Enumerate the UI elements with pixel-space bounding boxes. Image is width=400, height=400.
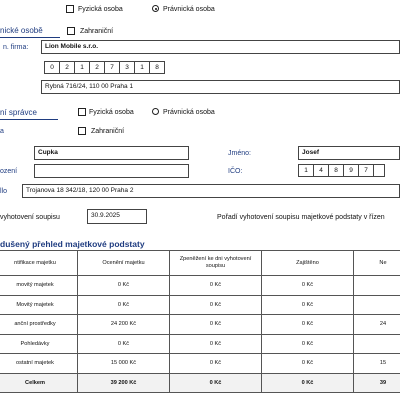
ico-digit: 2 <box>89 61 105 74</box>
table-cell: 0 Kč <box>262 276 354 296</box>
ico-digit <box>373 164 385 177</box>
spravce-zahranicni-label: Zahraniční <box>91 128 125 135</box>
ico-digit: 3 <box>119 61 135 74</box>
spravce-pravnicka-label: Právnická osoba <box>163 109 215 116</box>
table-cell: 39 200 Kč <box>78 373 170 393</box>
bydliste-field[interactable]: Trojanova 18 342/18, 120 00 Praha 2 <box>22 184 400 198</box>
table-total-row <box>0 373 400 393</box>
ico-digit: 9 <box>343 164 359 177</box>
table-cell <box>354 276 400 296</box>
ico-digit: 4 <box>313 164 329 177</box>
spravce-ico-boxes[interactable] <box>298 164 384 177</box>
ico-digit: 7 <box>104 61 120 74</box>
table-cell: 0 Kč <box>262 334 354 354</box>
ico-digit: 7 <box>358 164 374 177</box>
spravce-fyzicka-checkbox[interactable] <box>78 108 86 116</box>
table-cell: 0 Kč <box>262 295 354 315</box>
ico-digit: 1 <box>298 164 314 177</box>
fyzicka-osoba-checkbox[interactable] <box>66 5 74 13</box>
spravce-heading: ní správce <box>0 108 37 117</box>
table-row <box>0 334 400 354</box>
pravnicka-osoba-radio[interactable] <box>152 5 159 12</box>
prehled-majetkove-podstaty-title: dušený přehled majetkové podstaty <box>0 239 145 249</box>
prijmeni-label-fragment: a <box>0 128 4 135</box>
datum-narozeni-label: ození <box>0 168 18 175</box>
jmeno-field[interactable]: Josef <box>298 146 400 160</box>
column-header: Ne <box>354 251 400 276</box>
pravnicka-osoba-label: Právnická osoba <box>163 6 215 13</box>
table-cell: 0 Kč <box>262 354 354 374</box>
obchodni-firma-label: n. firma: <box>3 44 29 51</box>
obchodni-firma-field[interactable]: Lion Mobile s.r.o. <box>41 40 400 54</box>
prijmeni-field[interactable]: Cupka <box>34 146 189 160</box>
table-cell: 0 Kč <box>170 276 262 296</box>
fyzicka-osoba-label: Fyzická osoba <box>78 6 123 13</box>
table-cell: Pohledávky <box>0 334 78 354</box>
table-cell: movitý majetek <box>0 276 78 296</box>
table-cell: Movitý majetek <box>0 295 78 315</box>
prehled-majetku-table <box>0 250 400 393</box>
table-cell: 0 Kč <box>170 315 262 335</box>
table-cell: 15 <box>354 354 400 374</box>
table-row <box>0 276 400 296</box>
ico-digit: 1 <box>134 61 150 74</box>
povinna-heading-underline <box>0 37 60 38</box>
table-header-row <box>0 251 400 276</box>
spravce-pravnicka-radio[interactable] <box>152 108 159 115</box>
jmeno-label: Jméno: <box>228 150 251 157</box>
bydliste-label: llo <box>0 188 8 195</box>
table-row <box>0 295 400 315</box>
zahranicni-label: Zahraniční <box>80 28 114 35</box>
column-header: Zpeněžení ke dni vyhotovení soupisu <box>170 251 262 276</box>
ico-digit: 1 <box>74 61 90 74</box>
table-cell: 0 Kč <box>170 354 262 374</box>
ico-digit: 0 <box>44 61 60 74</box>
povinna-osoba-heading: nické osobě <box>0 26 43 35</box>
table-cell: 0 Kč <box>170 295 262 315</box>
ico-digit: 2 <box>59 61 75 74</box>
spravce-zahranicni-checkbox[interactable] <box>78 127 86 135</box>
table-cell: 24 <box>354 315 400 335</box>
table-cell: 24 200 Kč <box>78 315 170 335</box>
spravce-fyzicka-label: Fyzická osoba <box>89 109 134 116</box>
table-row <box>0 354 400 374</box>
povinna-address-field[interactable]: Rybná 716/24, 110 00 Praha 1 <box>41 80 400 94</box>
datum-narozeni-field[interactable] <box>34 164 189 178</box>
table-cell: 0 Kč <box>78 295 170 315</box>
spravce-heading-underline <box>0 119 58 120</box>
table-cell: 0 Kč <box>170 334 262 354</box>
zahranicni-checkbox[interactable] <box>67 27 75 35</box>
table-cell: anční prostředky <box>0 315 78 335</box>
table-cell: 0 Kč <box>78 334 170 354</box>
datum-vyhotoveni-field[interactable]: 30.9.2025 <box>87 209 147 224</box>
table-cell: 15 000 Kč <box>78 354 170 374</box>
poradi-vyhotoveni-label: Pořadí vyhotovení soupisu majetkové podstaty v řízen <box>217 214 385 221</box>
ico-digit: 8 <box>328 164 344 177</box>
column-header: Zajištěno <box>262 251 354 276</box>
datum-vyhotoveni-label: vyhotovení soupisu <box>0 214 60 221</box>
spravce-ico-label: IČO: <box>228 168 243 175</box>
povinna-ico-boxes[interactable] <box>44 61 164 74</box>
column-header: ntifikace majetku <box>0 251 78 276</box>
table-cell: ostatní majetek <box>0 354 78 374</box>
table-cell: 0 Kč <box>262 373 354 393</box>
ico-digit: 8 <box>149 61 165 74</box>
table-cell: 0 Kč <box>170 373 262 393</box>
table-row <box>0 315 400 335</box>
table-cell: 0 Kč <box>78 276 170 296</box>
table-cell <box>354 295 400 315</box>
table-cell: Celkem <box>0 373 78 393</box>
table-cell <box>354 334 400 354</box>
column-header: Ocenění majetku <box>78 251 170 276</box>
table-cell: 39 <box>354 373 400 393</box>
table-cell: 0 Kč <box>262 315 354 335</box>
